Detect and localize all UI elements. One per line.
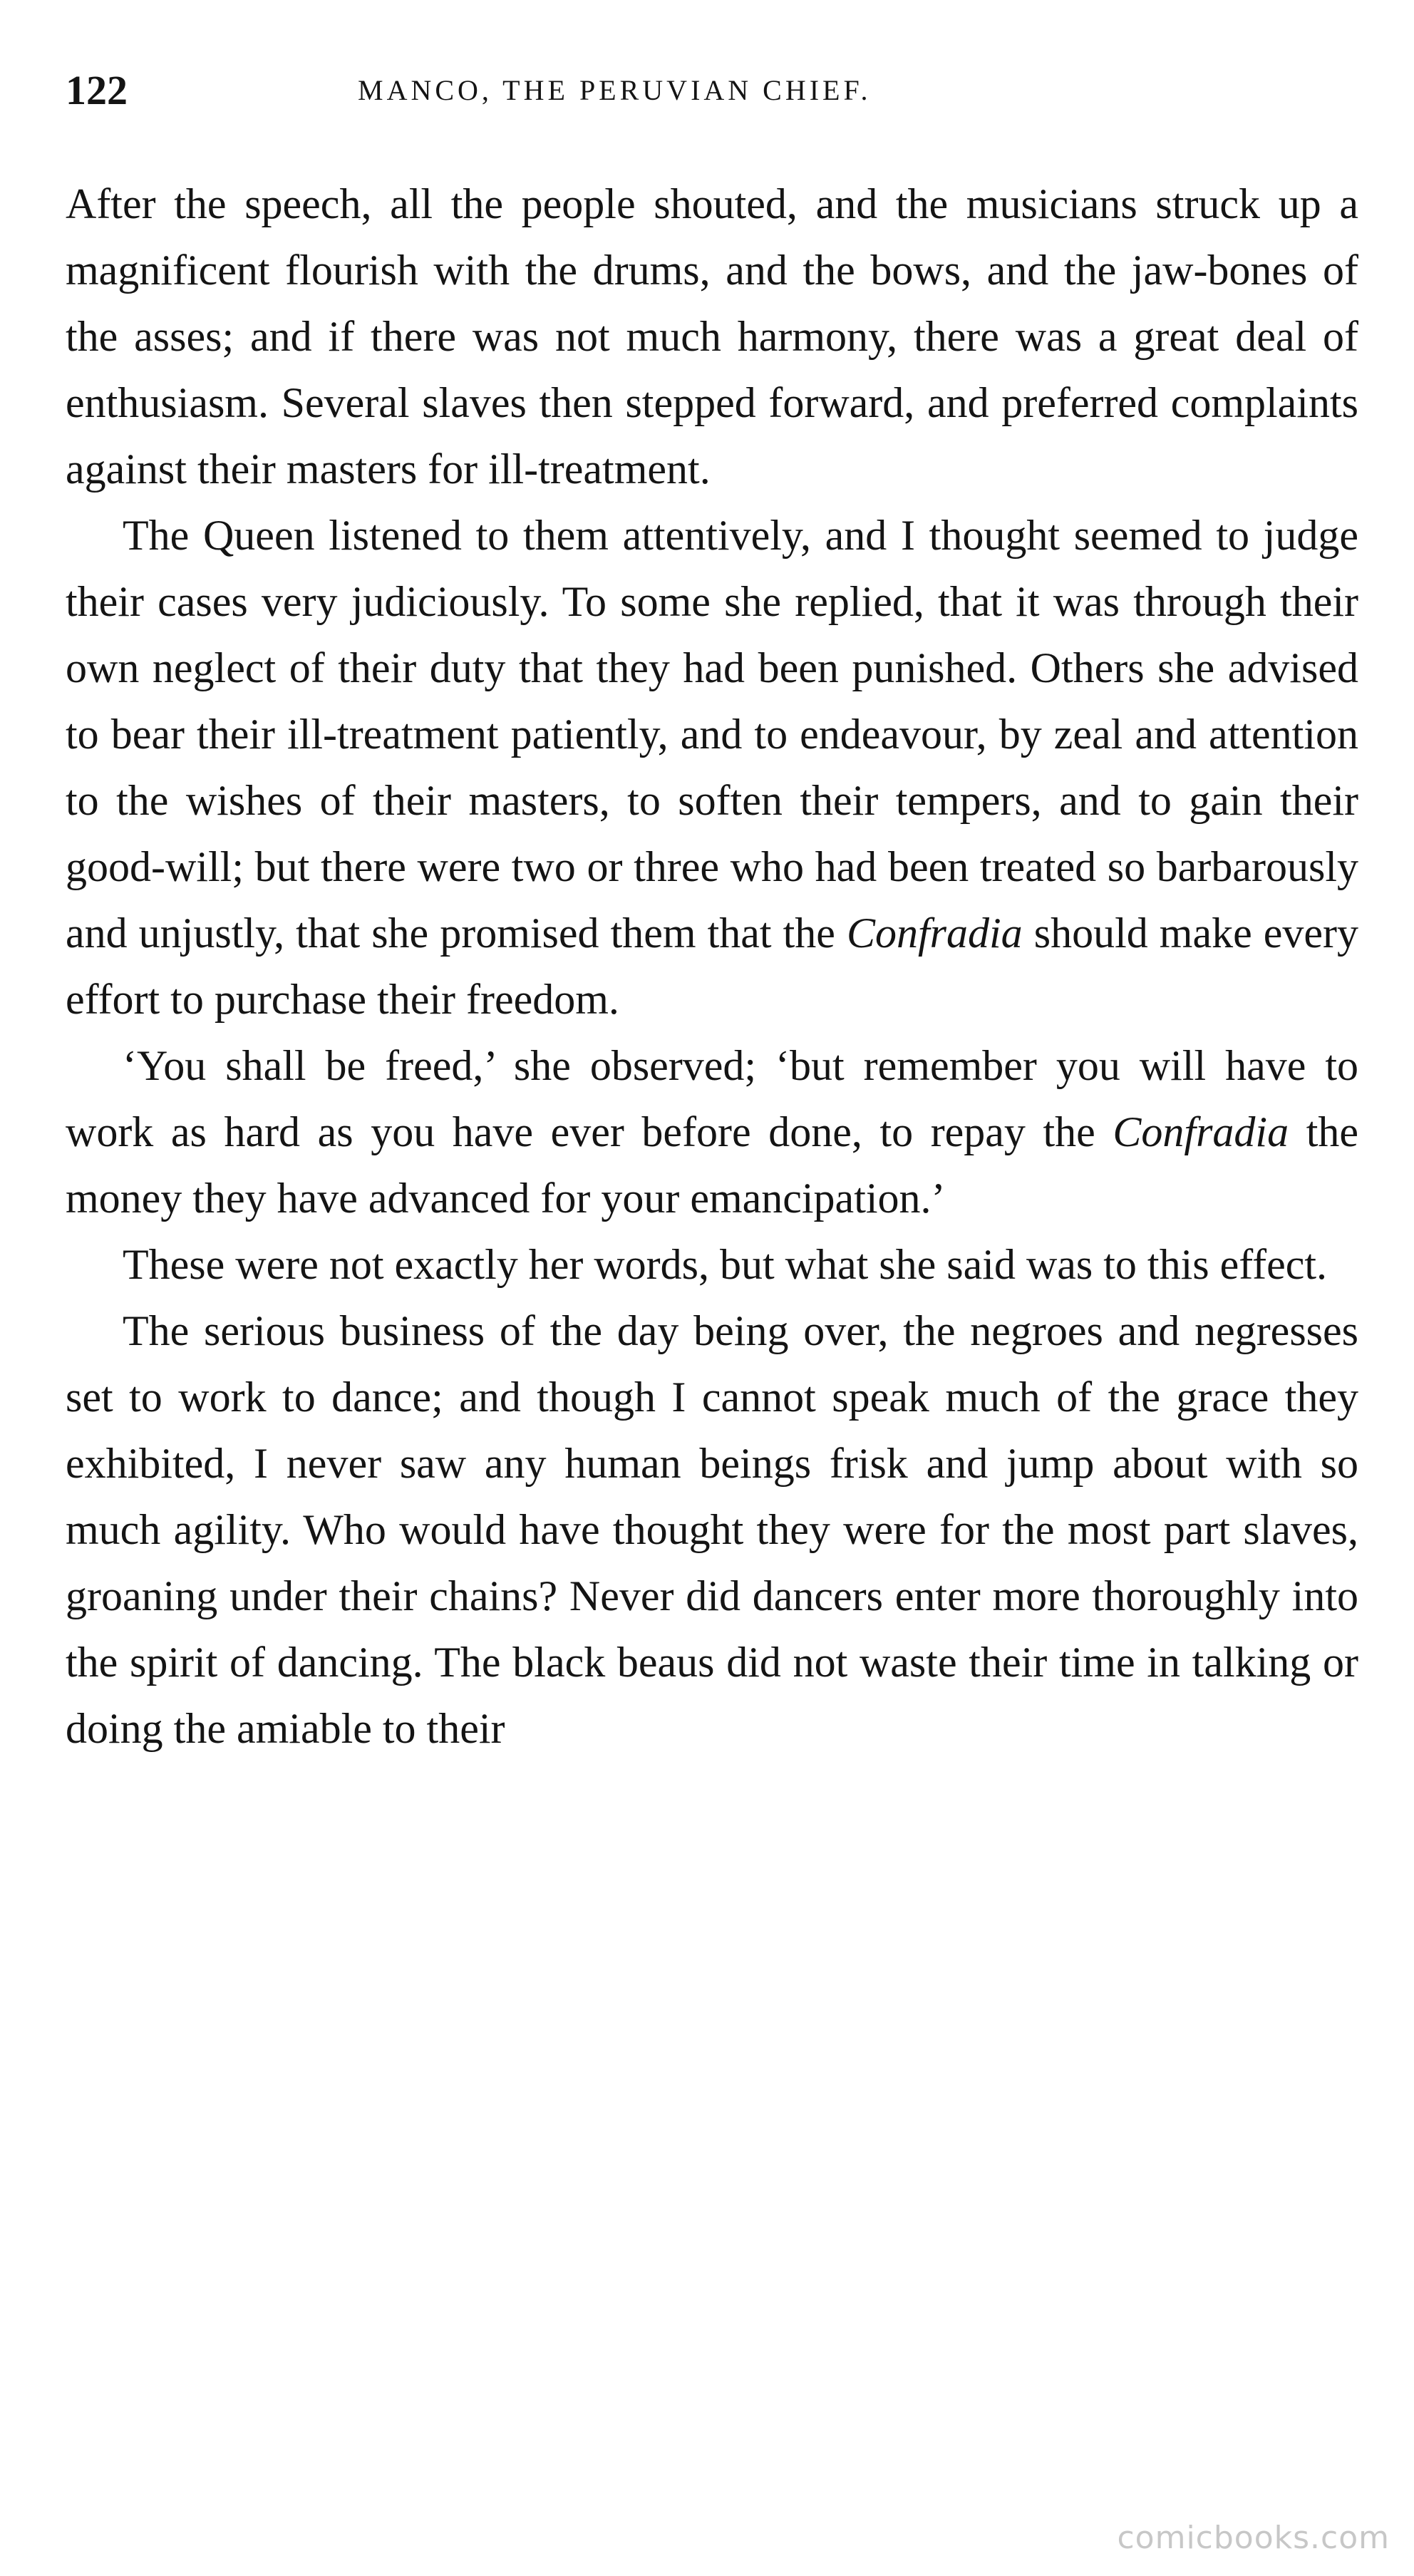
paragraph-1: After the speech, all the people shouted, and the musicians struck up a magnificent flourish with the drums, and the bows, and the jaw-bones of the asses; and if there was not much harmony, there was a great deal of enthusiasm. Several slaves then stepped forward, and preferred complaints against their masters for ill-treatment. <box>66 180 1358 493</box>
book-page <box>66 0 1358 2576</box>
body-text <box>66 171 1358 1762</box>
paragraph-3-text-end: the money they have advanced for your emancipation.’ <box>66 1108 1358 1222</box>
paragraph-3-text-start: ‘You shall be freed,’ she observed; ‘but remember you will have to work as hard as you have ever before done, to repay the <box>66 1042 1358 1155</box>
paragraph-2-italic-term: Confradia <box>846 910 1023 957</box>
paragraph-5: The serious business of the day being over, the negroes and negresses set to work to dance; and though I cannot speak much of the grace they exhibited, I never saw any human beings frisk and jump about with so much agility. Who would have thought they were for the most part slaves, groaning under their chains? Never did dancers enter more thoroughly into the spirit of dancing. The black beaus did not waste their time in talking or doing the amiable to their <box>66 1307 1358 1752</box>
paragraph-3-italic-term: Confradia <box>1113 1108 1289 1155</box>
paragraph-2-text-end: should make every effort to purchase their freedom. <box>66 910 1358 1023</box>
page-header <box>66 58 1358 123</box>
paragraph-2-text-start: The Queen listened to them attentively, and I thought seemed to judge their cases very judiciously. To some she replied, that it was through their own neglect of their duty that they had been punished. Others she advised to bear their ill-treatment patiently, and to endeavour, by zeal and attention to the wishes of their masters, to soften their tempers, and to gain their good-will; but there were two or three who had been treated so barbarously and unjustly, that she promised them that the <box>66 512 1358 957</box>
running-title: MANCO, THE PERUVIAN CHIEF. <box>358 74 872 106</box>
paragraph-4: These were not exactly her words, but what she said was to this effect. <box>123 1241 1328 1288</box>
site-watermark: comicbooks.com <box>1117 2520 1390 2556</box>
paragraph-3 <box>66 1033 1358 1232</box>
page-number: 122 <box>66 67 128 113</box>
paragraph-2 <box>66 503 1358 1033</box>
